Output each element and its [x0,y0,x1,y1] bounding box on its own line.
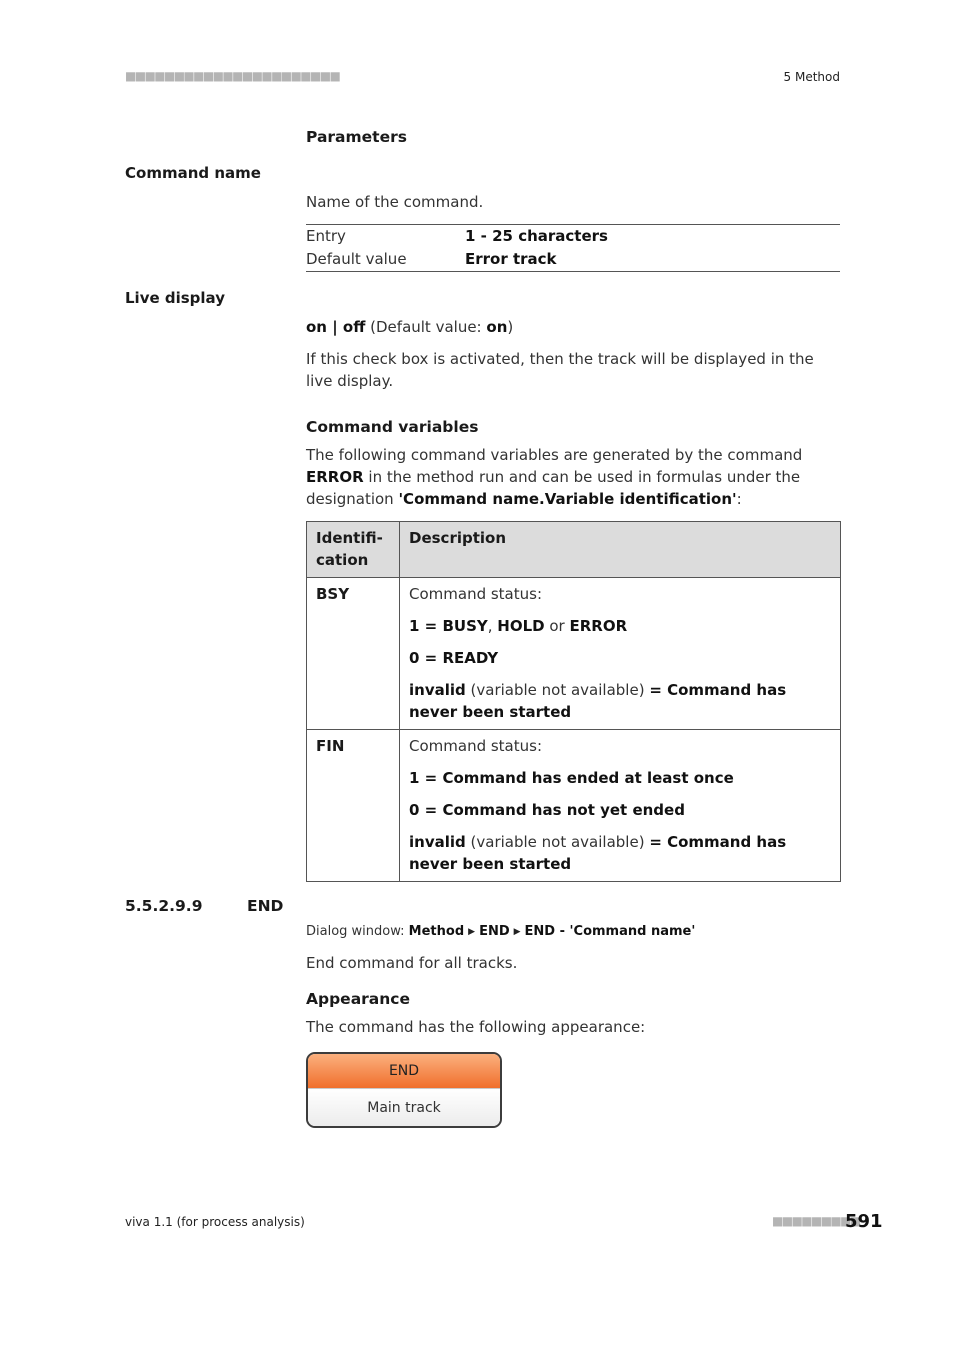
status-line: Command status: [409,737,543,755]
value-line [409,799,831,821]
default-value: on [486,318,508,336]
live-display-options [306,316,513,338]
value-text: , [487,617,498,635]
footer-decoration: ■■■■■■■■■ [772,1214,860,1228]
triangle-right-icon: ▶ [468,927,476,937]
end-command-track: Main track [308,1089,500,1126]
command-name-param-table [306,224,840,272]
param-value: Error track [465,250,557,268]
value-text: (variable not available) [465,833,650,851]
param-key: Default value [306,250,407,268]
intro-designation: 'Command name.Variable identification' [398,490,737,508]
variable-id: FIN [307,730,400,882]
value-text: or [544,617,570,635]
variable-description [400,578,841,730]
value-text: 1 = BUSY [409,617,488,635]
value-text: 0 = READY [409,649,499,667]
table-row [307,730,841,882]
value-text: = Command has never been started [409,681,787,721]
value-text: invalid [409,833,466,851]
value-line [409,647,831,669]
appearance-heading: Appearance [306,990,410,1008]
column-header-text: Identifi-cation [316,529,383,569]
value-line [409,615,831,637]
chapter-label: 5 Method [783,70,840,84]
intro-command: ERROR [306,468,364,486]
value-text: HOLD [497,617,545,635]
table-header-row [307,522,841,578]
default-suffix: ) [507,318,514,336]
intro-text: The following command variables are generated by the command [306,446,803,464]
dialog-prefix: Dialog window: [306,924,409,939]
option-separator: | [326,318,343,336]
value-text: = Command has never been started [409,833,787,873]
end-command-box [306,1052,502,1128]
option-on: on [306,318,327,336]
section-description: End command for all tracks. [306,954,518,972]
value-text: (variable not available) [465,681,650,699]
section-title: END [247,897,284,915]
value-line [409,679,831,723]
intro-text: in the method run and can be used in formulas under the designation [306,468,801,508]
command-name-label: Command name [125,164,261,182]
dialog-path [306,924,695,939]
value-line [409,831,831,875]
command-variables-heading: Command variables [306,418,479,436]
param-row-entry [306,225,840,248]
appearance-text: The command has the following appearance: [306,1018,646,1036]
param-key: Entry [306,227,346,245]
dialog-path-item: Method [408,924,465,939]
variable-description [400,730,841,882]
parameters-heading: Parameters [306,128,407,146]
intro-text: : [736,490,742,508]
value-text: 0 = Command has not yet ended [409,801,685,819]
live-display-description: If this check box is activated, then the track will be displayed in the live display. [306,350,814,390]
option-off: off [342,318,366,336]
section-number: 5.5.2.9.9 [125,897,203,915]
value-line [409,767,831,789]
footer-product: viva 1.1 (for process analysis) [125,1215,305,1229]
value-text: 1 = Command has ended at least once [409,769,734,787]
triangle-right-icon: ▶ [513,927,521,937]
status-line: Command status: [409,585,543,603]
value-text: invalid [409,681,466,699]
end-command-title: END [308,1054,500,1089]
column-header-identification [307,522,400,578]
variable-id: BSY [307,578,400,730]
table-row [307,578,841,730]
command-name-description: Name of the command. [306,193,484,211]
command-variables-table [306,521,841,882]
header-decoration: ■■■■■■■■■■■■■■■■■■■■■■ [125,69,340,83]
column-header-description: Description [400,522,841,578]
param-value: 1 - 25 characters [465,227,608,245]
page-number: 591 [845,1211,883,1232]
live-display-label: Live display [125,289,225,307]
param-row-default [306,248,840,271]
dialog-path-item: END - 'Command name' [524,924,696,939]
command-variables-intro [306,444,842,510]
default-prefix: (Default value: [365,318,487,336]
dialog-path-item: END [479,924,510,939]
value-text: ERROR [569,617,628,635]
